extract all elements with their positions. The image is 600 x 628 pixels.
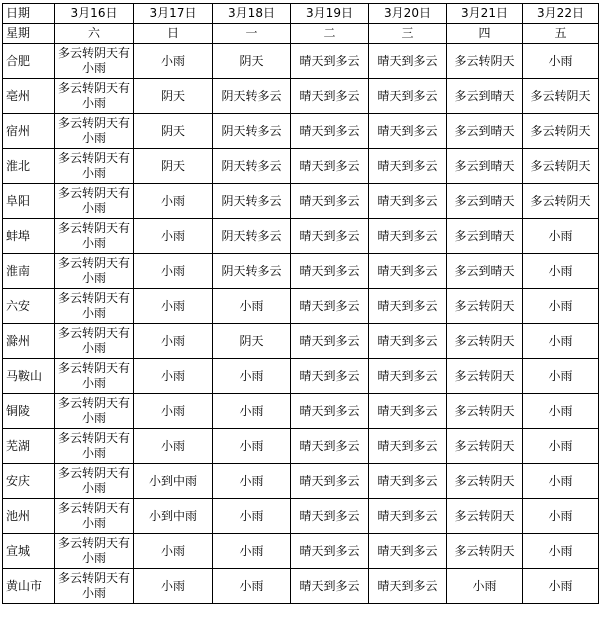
forecast-cell: 多云转阴天 [523,79,599,114]
forecast-cell: 晴天到多云 [369,79,447,114]
forecast-cell: 晴天到多云 [291,149,369,184]
forecast-cell: 小雨 [523,289,599,324]
forecast-cell: 晴天到多云 [369,219,447,254]
forecast-cell: 多云转阴天 [447,534,523,569]
forecast-cell: 小雨 [523,464,599,499]
city-name-cell: 铜陵 [3,394,55,429]
table-row [3,44,599,79]
forecast-cell: 多云转阴天 [447,429,523,464]
forecast-cell: 小雨 [523,534,599,569]
forecast-cell: 小雨 [134,44,213,79]
forecast-cell: 多云转阴天有小雨 [55,569,134,604]
date-header-cell: 3月18日 [213,4,291,24]
forecast-cell: 多云到晴天 [447,114,523,149]
forecast-cell: 小雨 [523,569,599,604]
forecast-cell: 晴天到多云 [291,429,369,464]
forecast-cell: 多云转阴天有小雨 [55,254,134,289]
forecast-cell: 晴天到多云 [369,359,447,394]
forecast-cell: 小雨 [134,289,213,324]
forecast-cell: 晴天到多云 [369,324,447,359]
forecast-cell: 小雨 [523,254,599,289]
table-row [3,429,599,464]
date-header-cell: 3月20日 [369,4,447,24]
forecast-cell: 多云转阴天有小雨 [55,394,134,429]
forecast-cell: 多云转阴天 [447,44,523,79]
date-header-row [3,4,599,24]
forecast-cell: 小到中雨 [134,499,213,534]
forecast-cell: 小雨 [134,534,213,569]
forecast-cell: 小雨 [213,464,291,499]
forecast-cell: 晴天到多云 [291,289,369,324]
forecast-cell: 多云转阴天 [447,359,523,394]
weekday-header-cell: 六 [55,24,134,44]
forecast-cell: 晴天到多云 [291,254,369,289]
forecast-cell: 阴天 [134,79,213,114]
city-name-cell: 淮北 [3,149,55,184]
forecast-cell: 小雨 [213,534,291,569]
forecast-cell: 晴天到多云 [369,254,447,289]
table-row [3,499,599,534]
forecast-cell: 阴天转多云 [213,149,291,184]
forecast-cell: 晴天到多云 [369,149,447,184]
forecast-cell: 小雨 [134,254,213,289]
forecast-cell: 多云到晴天 [447,184,523,219]
city-name-cell: 亳州 [3,79,55,114]
forecast-cell: 小雨 [447,569,523,604]
forecast-cell: 阴天 [213,44,291,79]
forecast-cell: 小雨 [213,359,291,394]
table-row [3,114,599,149]
forecast-cell: 小雨 [523,359,599,394]
forecast-cell: 多云到晴天 [447,79,523,114]
forecast-cell: 晴天到多云 [291,219,369,254]
forecast-cell: 阴天转多云 [213,114,291,149]
forecast-cell: 多云转阴天 [523,184,599,219]
forecast-cell: 晴天到多云 [369,44,447,79]
forecast-cell: 小雨 [213,289,291,324]
date-label: 日期 [3,4,55,24]
forecast-cell: 小雨 [523,324,599,359]
city-name-cell: 芜湖 [3,429,55,464]
forecast-cell: 阴天 [134,149,213,184]
forecast-cell: 晴天到多云 [291,569,369,604]
weekday-header-cell: 三 [369,24,447,44]
forecast-cell: 多云转阴天有小雨 [55,464,134,499]
city-name-cell: 蚌埠 [3,219,55,254]
table-row [3,359,599,394]
table-row [3,219,599,254]
weekday-header-cell: 五 [523,24,599,44]
forecast-cell: 小雨 [213,499,291,534]
forecast-cell: 多云转阴天有小雨 [55,219,134,254]
date-header-cell: 3月19日 [291,4,369,24]
weekday-header-cell: 二 [291,24,369,44]
weekday-header-cell: 一 [213,24,291,44]
forecast-cell: 晴天到多云 [291,464,369,499]
forecast-cell: 阴天转多云 [213,184,291,219]
forecast-cell: 多云转阴天有小雨 [55,429,134,464]
date-header-cell: 3月17日 [134,4,213,24]
date-header-cell: 3月21日 [447,4,523,24]
table-row [3,184,599,219]
forecast-cell: 小雨 [213,394,291,429]
table-row [3,394,599,429]
forecast-cell: 多云转阴天 [447,289,523,324]
forecast-cell: 多云到晴天 [447,149,523,184]
forecast-cell: 小雨 [523,394,599,429]
table-row [3,254,599,289]
forecast-cell: 小雨 [134,394,213,429]
forecast-cell: 晴天到多云 [291,359,369,394]
city-name-cell: 淮南 [3,254,55,289]
forecast-cell: 晴天到多云 [369,464,447,499]
city-name-cell: 六安 [3,289,55,324]
forecast-cell: 晴天到多云 [369,289,447,324]
forecast-cell: 多云转阴天 [447,464,523,499]
table-row [3,289,599,324]
city-name-cell: 合肥 [3,44,55,79]
forecast-cell: 小雨 [134,429,213,464]
forecast-cell: 小雨 [134,219,213,254]
forecast-cell: 晴天到多云 [291,499,369,534]
forecast-cell: 阴天 [134,114,213,149]
city-name-cell: 滁州 [3,324,55,359]
forecast-cell: 晴天到多云 [369,394,447,429]
forecast-cell: 小雨 [134,569,213,604]
forecast-cell: 多云转阴天有小雨 [55,149,134,184]
table-row [3,79,599,114]
weekday-label: 星期 [3,24,55,44]
forecast-cell: 阴天转多云 [213,219,291,254]
forecast-cell: 多云转阴天 [523,149,599,184]
forecast-cell: 晴天到多云 [291,394,369,429]
forecast-cell: 多云转阴天有小雨 [55,359,134,394]
forecast-cell: 多云转阴天有小雨 [55,534,134,569]
table-row [3,569,599,604]
city-name-cell: 黄山市 [3,569,55,604]
forecast-cell: 多云到晴天 [447,219,523,254]
city-name-cell: 宿州 [3,114,55,149]
forecast-cell: 晴天到多云 [369,569,447,604]
forecast-cell: 晴天到多云 [291,184,369,219]
forecast-cell: 阴天转多云 [213,79,291,114]
weather-forecast-table [2,3,599,604]
forecast-cell: 小雨 [523,44,599,79]
forecast-cell: 晴天到多云 [291,44,369,79]
forecast-cell: 多云转阴天 [447,324,523,359]
table-row [3,149,599,184]
city-name-cell: 安庆 [3,464,55,499]
weekday-header-cell: 日 [134,24,213,44]
forecast-cell: 多云到晴天 [447,254,523,289]
forecast-cell: 晴天到多云 [291,324,369,359]
forecast-cell: 多云转阴天有小雨 [55,289,134,324]
forecast-cell: 多云转阴天有小雨 [55,324,134,359]
date-header-cell: 3月22日 [523,4,599,24]
forecast-cell: 晴天到多云 [369,429,447,464]
city-name-cell: 阜阳 [3,184,55,219]
forecast-cell: 阴天转多云 [213,254,291,289]
table-row [3,464,599,499]
forecast-cell: 多云转阴天 [447,499,523,534]
weekday-header-cell: 四 [447,24,523,44]
forecast-cell: 晴天到多云 [369,184,447,219]
forecast-cell: 小雨 [523,429,599,464]
city-name-cell: 宣城 [3,534,55,569]
forecast-cell: 小雨 [134,324,213,359]
table-row [3,324,599,359]
forecast-cell: 小雨 [213,429,291,464]
forecast-cell: 多云转阴天 [523,114,599,149]
forecast-cell: 晴天到多云 [369,114,447,149]
forecast-cell: 小雨 [134,359,213,394]
forecast-cell: 多云转阴天有小雨 [55,79,134,114]
date-header-cell: 3月16日 [55,4,134,24]
city-name-cell: 池州 [3,499,55,534]
forecast-cell: 小雨 [134,184,213,219]
forecast-cell: 多云转阴天有小雨 [55,114,134,149]
forecast-cell: 阴天 [213,324,291,359]
forecast-cell: 晴天到多云 [369,499,447,534]
table-row [3,534,599,569]
forecast-cell: 晴天到多云 [369,534,447,569]
forecast-cell: 多云转阴天有小雨 [55,184,134,219]
forecast-cell: 晴天到多云 [291,534,369,569]
forecast-cell: 小到中雨 [134,464,213,499]
forecast-cell: 晴天到多云 [291,79,369,114]
forecast-cell: 多云转阴天有小雨 [55,499,134,534]
forecast-cell: 小雨 [213,569,291,604]
forecast-cell: 小雨 [523,499,599,534]
city-name-cell: 马鞍山 [3,359,55,394]
forecast-cell: 多云转阴天 [447,394,523,429]
weekday-header-row [3,24,599,44]
forecast-cell: 晴天到多云 [291,114,369,149]
forecast-cell: 多云转阴天有小雨 [55,44,134,79]
forecast-cell: 小雨 [523,219,599,254]
